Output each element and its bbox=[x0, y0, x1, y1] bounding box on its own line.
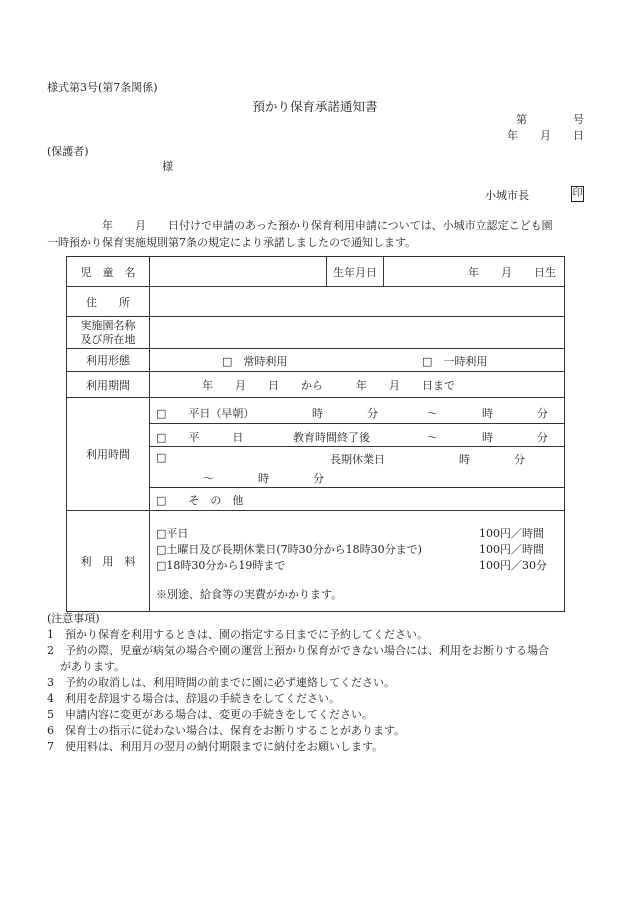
document-date bbox=[507, 127, 584, 143]
notice-line-2: 一時預かり保育実施規則第7条の規定により承諾しましたので通知します。 bbox=[47, 236, 417, 249]
fee-saturday-price: 100円／時間 bbox=[479, 543, 544, 556]
usage-temp-checkbox[interactable]: □ 一時利用 bbox=[422, 355, 488, 368]
row-fee bbox=[67, 511, 565, 612]
fee-evening-option[interactable]: □18時30分から19時まで bbox=[156, 559, 286, 572]
date-day: 日 bbox=[573, 129, 584, 142]
row-period bbox=[67, 372, 565, 398]
fee-details bbox=[150, 511, 565, 612]
hours-longbreak-to: ～ 時 分 bbox=[203, 472, 324, 485]
notes-heading: (注意事項) bbox=[47, 612, 100, 625]
fee-weekday-price: 100円／時間 bbox=[479, 527, 544, 540]
date-month: 月 bbox=[540, 129, 551, 142]
hours-early-from: 時 分 bbox=[312, 407, 378, 420]
hours-options bbox=[150, 398, 565, 511]
fee-note: ※別途、給食等の実費がかかります。 bbox=[156, 588, 343, 601]
guardian-label: (保護者) bbox=[47, 145, 89, 158]
row-usage-type bbox=[67, 349, 565, 372]
note-item: 2 予約の際、児童が病気の場合や園の運営上預かり保育ができない場合には、利用をお断りする場合 bbox=[47, 644, 549, 657]
notice-text bbox=[47, 217, 585, 251]
address-field[interactable] bbox=[150, 287, 565, 317]
hours-weekday-checkbox[interactable]: □ 平 日 bbox=[156, 431, 244, 444]
address-label: 住 所 bbox=[67, 287, 150, 317]
period-value: 年 月 日 から 年 月 日まで bbox=[202, 379, 455, 392]
row-hours bbox=[67, 398, 565, 511]
child-name-label: 児 童 名 bbox=[67, 257, 150, 287]
fee-evening-price: 100円／30分 bbox=[479, 559, 547, 572]
form-number-label: 様式第3号(第7条関係) bbox=[47, 81, 158, 94]
period-label: 利用期間 bbox=[67, 372, 150, 398]
hours-label: 利用時間 bbox=[67, 398, 150, 511]
row-child bbox=[67, 257, 565, 287]
document-number bbox=[516, 111, 584, 127]
usage-type-label: 利用形態 bbox=[67, 349, 150, 372]
row-facility bbox=[67, 317, 565, 349]
note-item: 1 預かり保育を利用するときは、園の指定する日までに予約してください。 bbox=[47, 628, 428, 641]
birthdate-field[interactable]: 年 月 日生 bbox=[384, 257, 565, 287]
row-address bbox=[67, 287, 565, 317]
notes-section bbox=[47, 611, 549, 755]
fee-saturday-option[interactable]: □土曜日及び長期休業日(7時30分から18時30分まで) bbox=[156, 543, 422, 556]
notice-line-1: 年 月 日付けで申請のあった預かり保育利用申請については、小城市立認定こども園 bbox=[47, 219, 553, 232]
note-item: 3 予約の取消しは、利用時間の前までに園に必ず連絡してください。 bbox=[47, 676, 395, 689]
note-item: 7 使用料は、利用月の翌月の納付期限までに納付をお願いします。 bbox=[47, 740, 384, 753]
hours-other-checkbox[interactable]: □ そ の 他 bbox=[156, 494, 244, 507]
number-prefix: 第 bbox=[516, 113, 527, 126]
seal-box: 印 bbox=[571, 186, 584, 202]
hours-longbreak-label: 長期休業日 bbox=[330, 453, 385, 466]
hours-early-checkbox[interactable]: □ 平日（早朝） bbox=[156, 407, 255, 420]
usage-type-options bbox=[150, 349, 565, 372]
note-item: 4 利用を辞退する場合は、辞退の手続きをしてください。 bbox=[47, 692, 340, 705]
fee-label: 利 用 料 bbox=[67, 511, 150, 612]
hours-longbreak-from: 時 分 bbox=[459, 453, 525, 466]
mayor-title: 小城市長 bbox=[485, 189, 529, 202]
facility-field[interactable] bbox=[150, 317, 565, 349]
note-item-continuation: があります。 bbox=[60, 660, 126, 673]
fee-weekday-option[interactable]: □平日 bbox=[156, 527, 189, 540]
note-item: 5 申請内容に変更がある場合は、変更の手続きをしてください。 bbox=[47, 708, 373, 721]
hours-weekday-from: 教育時間終了後 bbox=[293, 431, 370, 444]
approval-table bbox=[66, 256, 565, 612]
facility-label-line2: 及び所在地 bbox=[80, 332, 136, 346]
facility-label-line1: 実施園名称 bbox=[80, 318, 136, 332]
note-item: 6 保育士の指示に従わない場合は、保育をお断りすることがあります。 bbox=[47, 724, 406, 737]
facility-label bbox=[67, 317, 150, 349]
usage-regular-checkbox[interactable]: □ 常時利用 bbox=[222, 355, 288, 368]
number-suffix: 号 bbox=[573, 113, 584, 126]
child-name-field[interactable] bbox=[150, 257, 327, 287]
hours-longbreak-checkbox[interactable]: □ bbox=[156, 451, 167, 464]
date-year: 年 bbox=[507, 129, 518, 142]
birthdate-label: 生年月日 bbox=[327, 257, 384, 287]
hours-early-to: ～ 時 分 bbox=[427, 407, 548, 420]
hours-weekday-to: ～ 時 分 bbox=[427, 431, 548, 444]
honorific: 様 bbox=[162, 160, 173, 173]
period-field[interactable] bbox=[150, 372, 565, 398]
document-title: 預かり保育承諾通知書 bbox=[252, 99, 378, 114]
